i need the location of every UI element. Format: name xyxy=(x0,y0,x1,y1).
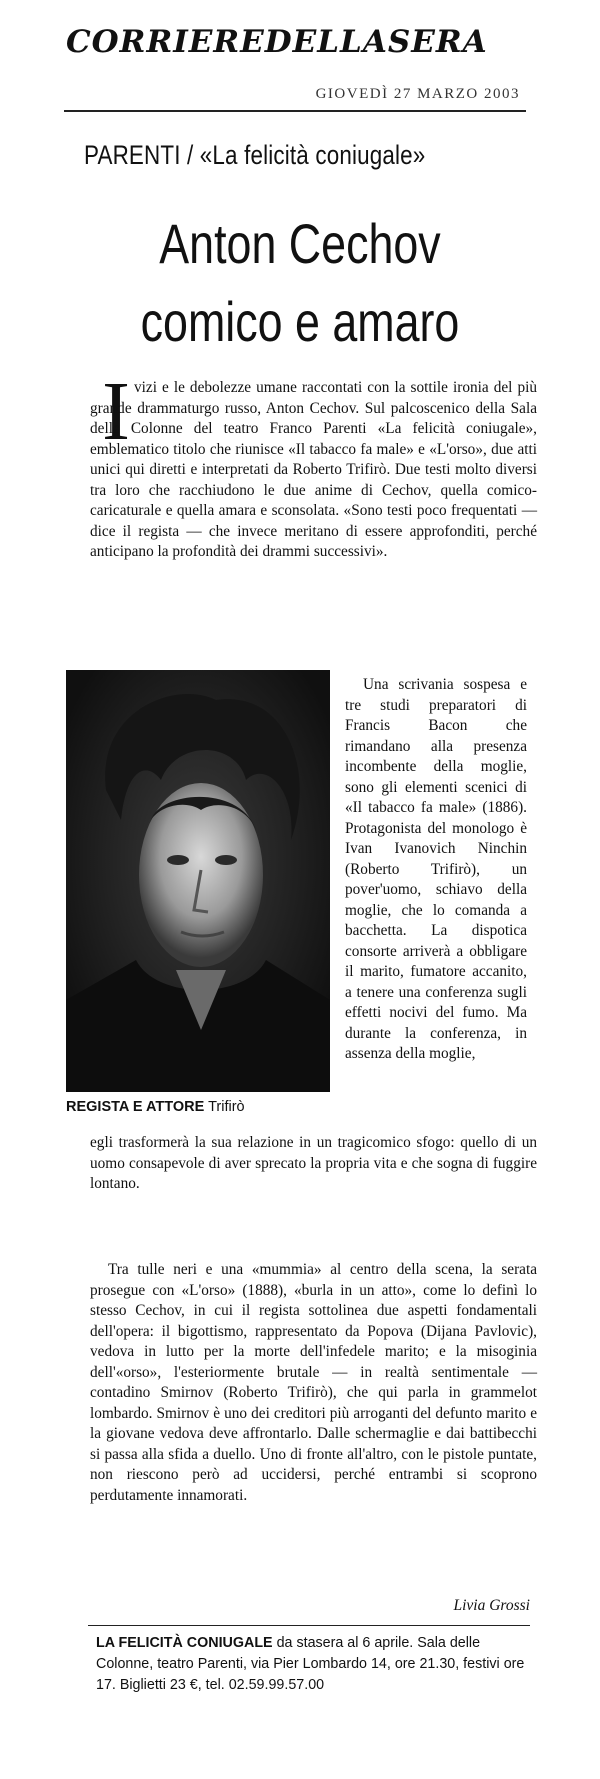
show-details: da stasera al 6 aprile. Sala delle Colonne, teatro Parenti, via Pier Lombardo 14, ore 21.30, festivi ore 17. Biglietti 23 €, tel. 02.59.99.57.00 xyxy=(96,1635,525,1693)
headline-line-1: Anton Cechov xyxy=(159,212,441,275)
caption-name: Trifirò xyxy=(208,1099,245,1115)
caption-label: REGISTA E ATTORE xyxy=(66,1099,205,1115)
portrait-image xyxy=(66,670,330,1092)
article-right-column: Una scrivania sospesa e tre studi preparatori di Francis Bacon che rimandano alla presenza incombente della moglie, sono gli elementi scenici di «Il tabacco fa male» (1886). Protagonista del monologo è Ivan Ivanovich Ninchin (Roberto Trifirò), un pover'uomo, schiavo della moglie, che lo comanda a bacchetta. La dispotica consorte arriverà a obbligare il marito, fumatore accanito, a tenere una conferenza sugli effetti nocivi del fumo. Ma durante la conferenza, in assenza della moglie, xyxy=(345,676,527,1062)
photo-caption xyxy=(66,1099,336,1115)
infobox-rule xyxy=(88,1625,530,1626)
article-kicker: PARENTI / «La felicità coniugale» xyxy=(84,140,426,170)
article-body-final: Tra tulle neri e una «mummia» al centro della scena, la serata prosegue con «L'orso» (1888), «burla in un atto», come lo definì lo stesso Cechov, in cui il regista sottolinea due aspetti fondamentali dell'opera: il bigottismo, rappresentato da Popova (Dijana Pavlovic), vedova in lutto per la morte dell'infedele marito; e la misoginia dell'«orso», l'esteriormente brutale — in realtà sentimentale — contadino Smirnov (Roberto Trifirò), che qui parla in grammelot lombardo. Smirnov è uno dei creditori più arroganti del defunto marito e la giovane vedova deve affrontarlo. Dalle schermaglie e dai battibecchi si passa alla sfida a duello. Uno di fronte all'altro, con le pistole puntate, non riescono però ad uccidersi, perché entrambi si scoprono perdutamente innamorati. xyxy=(90,1261,537,1504)
drop-cap: I xyxy=(102,365,130,458)
newspaper-masthead: CORRIEREDELLASERA xyxy=(66,24,488,60)
masthead-rule xyxy=(64,110,526,112)
article-lead-paragraph: vizi e le debolezze umane raccontati con la sottile ironia del più grande drammaturgo russo, Anton Cechov. Sul palcoscenico della Sala delle Colonne del teatro Franco Parenti «La felicità coniugale», emblematico titolo che riunisce «Il tabacco fa male» e «L'orso», due atti unici qui diretti e interpretati da Roberto Trifirò. Due testi molto diversi tra loro che racchiudono le due anime di Cechov, quella comico-caricaturale e quella amara e sconsolata. «Sono testi poco frequentati — dice il regista — che invece meritano di essere approfonditi, perché anticipano la profondità dei drammi successivi». xyxy=(90,379,537,560)
article-headline xyxy=(0,205,600,361)
author-signature: Livia Grossi xyxy=(453,1597,530,1614)
issue-date: GIOVEDÌ 27 MARZO 2003 xyxy=(315,86,520,102)
director-portrait-photo xyxy=(66,670,330,1092)
headline-line-2: comico e amaro xyxy=(140,290,460,353)
show-info-box xyxy=(96,1633,536,1696)
show-title: LA FELICITÀ CONIUGALE xyxy=(96,1635,273,1651)
article-body-continued: egli trasformerà la sua relazione in un tragicomico sfogo: quello di un uomo consapevole di aver sprecato la propria vita e che sogna di fuggire lontano. xyxy=(90,1134,537,1192)
